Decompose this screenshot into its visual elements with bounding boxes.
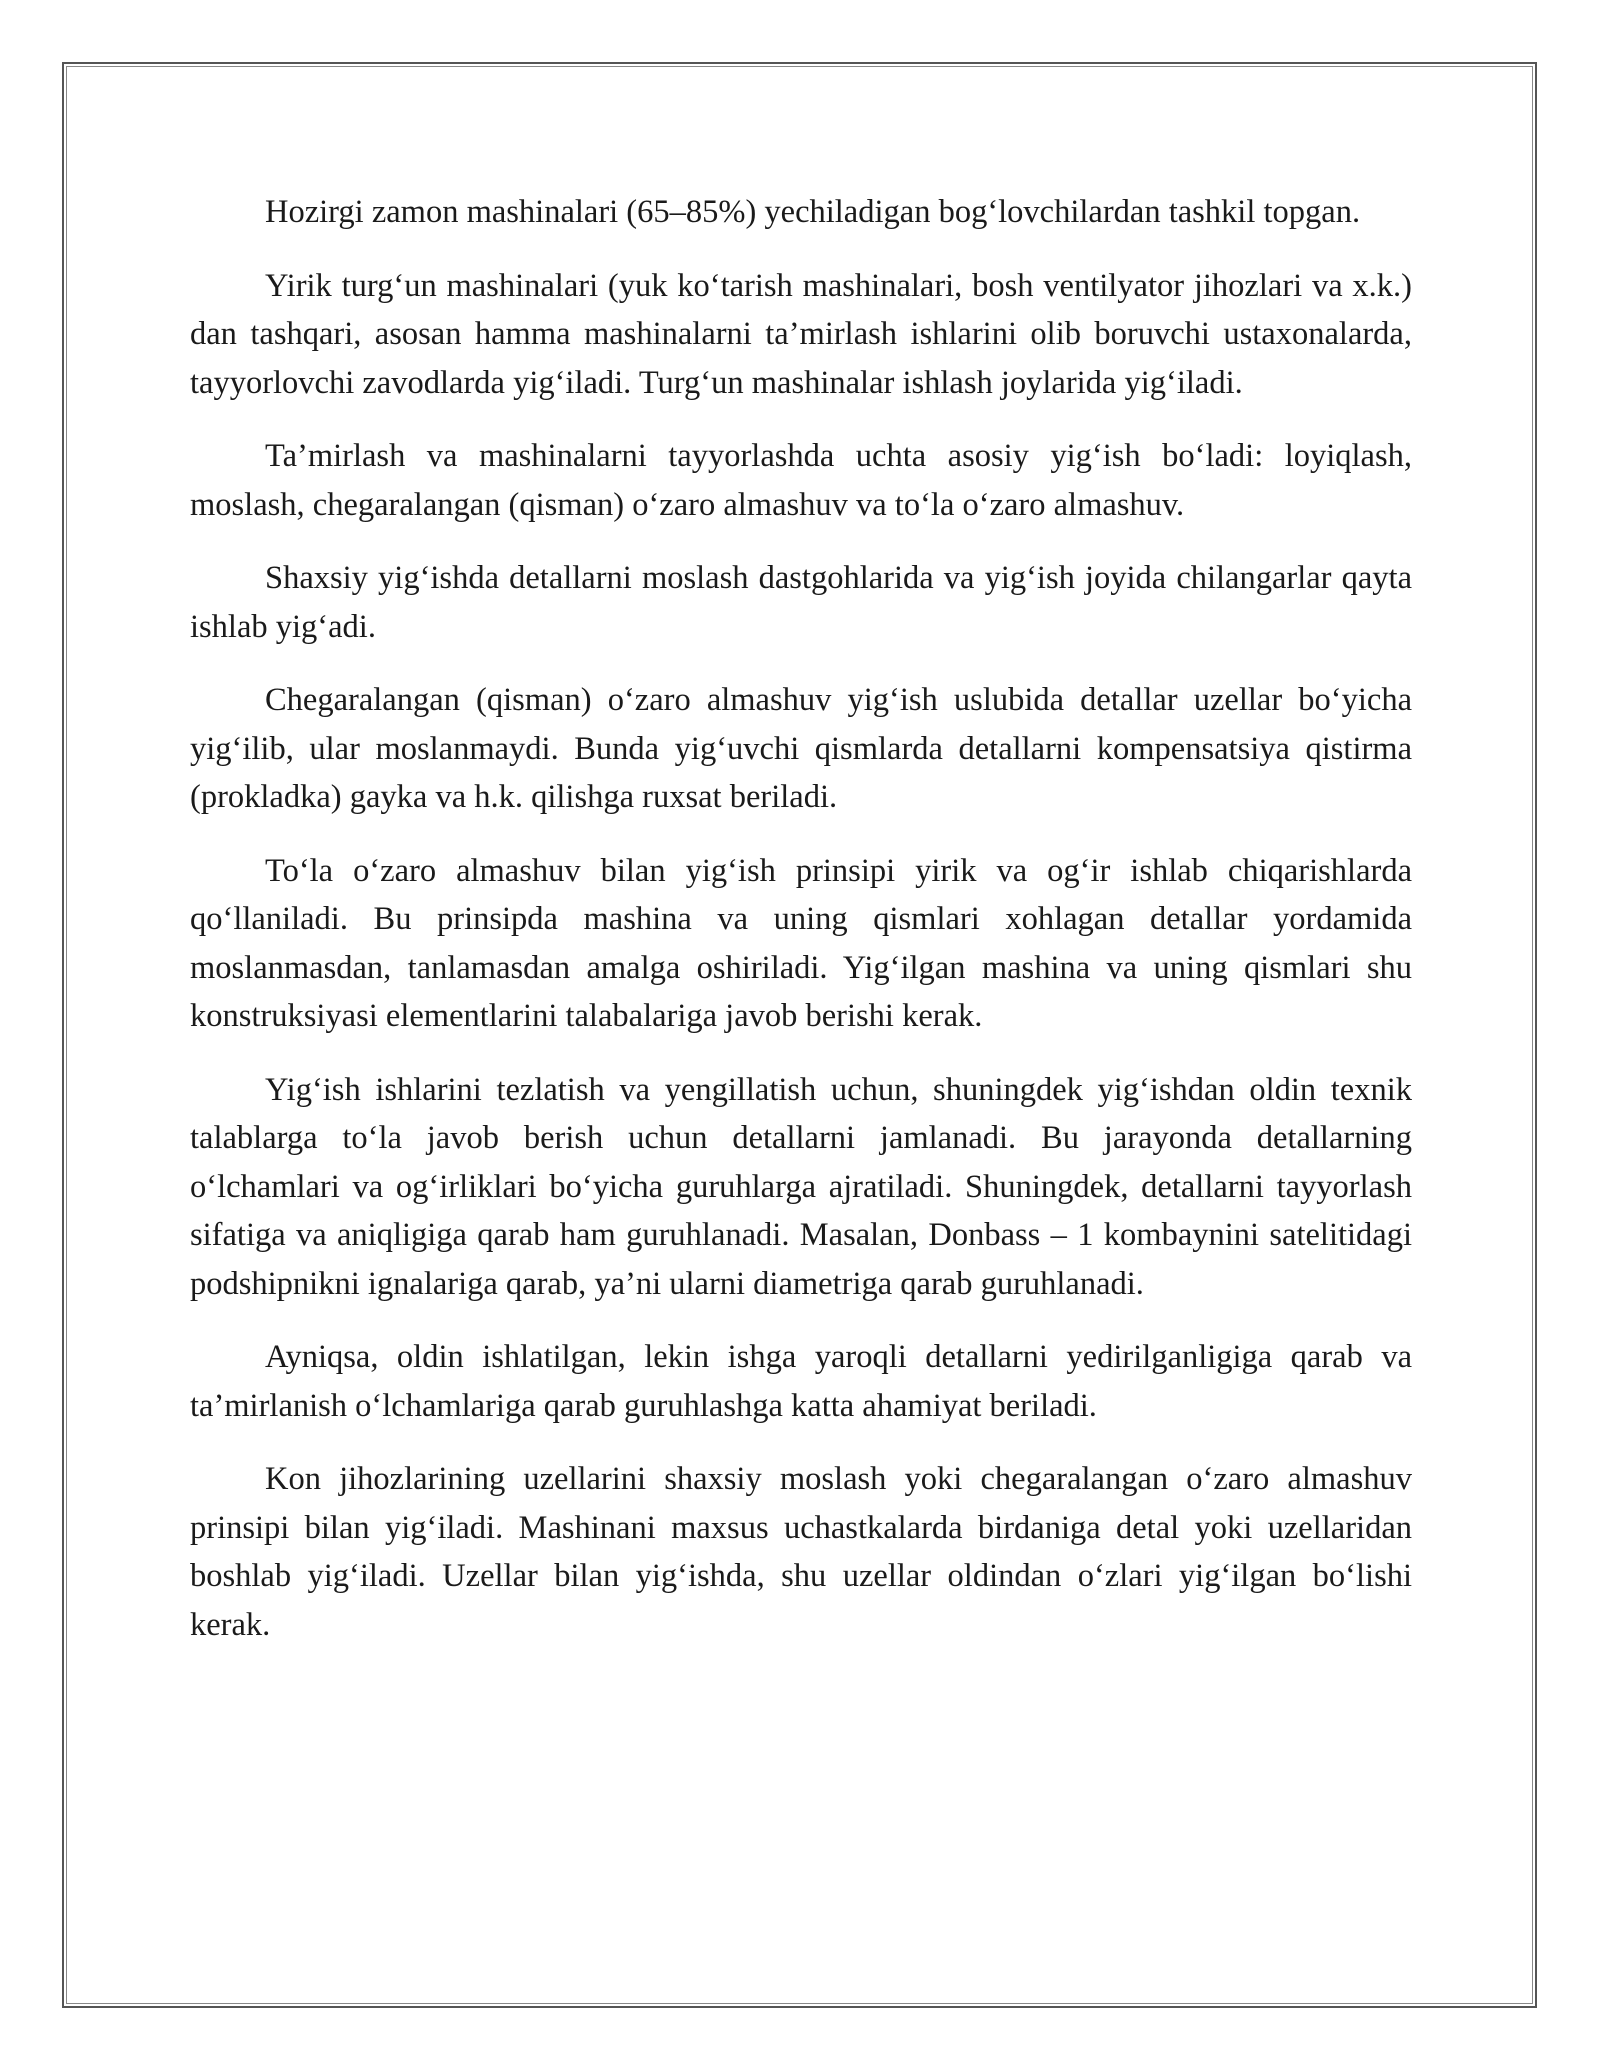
paragraph-8: Ayniqsa, oldin ishlatilgan, lekin ishga yaroqli detallarni yedirilganligiga qarab va ta’mirlanish o‘lchamlariga qarab guruhlashga katta ahamiyat beriladi. — [190, 1339, 1412, 1424]
paragraph-7: Yig‘ish ishlarini tezlatish va yengillatish uchun, shuningdek yig‘ishdan oldin texnik talablarga to‘la javob berish uchun detallarni jamlanadi. Bu jarayonda detallarning o‘lchamlari va og‘irliklari bo‘yicha guruhlarga ajratiladi. Shuningdek, detallarni tayyorlash sifatiga va aniqligiga qarab ham guruhlanadi. Masalan, Donbass – 1 kombaynini satelitidagi podshipnikni ignalariga qarab, ya’ni ularni diametriga qarab guruhlanadi. — [190, 1071, 1412, 1302]
document-body — [190, 188, 1412, 1674]
paragraph-5: Chegaralangan (qisman) o‘zaro almashuv yig‘ish uslubida detallar uzellar bo‘yicha yig‘ilib, ular moslanmaydi. Bunda yig‘uvchi qismlarda detallarni kompensatsiya qistirma (prokladka) gayka va h.k. qilishga ruxsat beriladi. — [190, 682, 1412, 815]
paragraph-1: Hozirgi zamon mashinalari (65–85%) yechiladigan bog‘lovchilardan tashkil topgan. — [265, 194, 1361, 230]
paragraph-4: Shaxsiy yig‘ishda detallarni moslash dastgohlarida va yig‘ish joyida chilangarlar qayta ishlab yig‘adi. — [190, 560, 1412, 645]
paragraph-3: Ta’mirlash va mashinalarni tayyorlashda uchta asosiy yig‘ish bo‘ladi: loyiqlash, moslash, chegaralangan (qisman) o‘zaro almashuv va to‘la o‘zaro almashuv. — [190, 438, 1412, 523]
paragraph-2: Yirik turg‘un mashinalari (yuk ko‘tarish mashinalari, bosh ventilyator jihozlari va x.k.) dan tashqari, asosan hamma mashinalarni ta’mirlash ishlarini olib boruvchi ustaxonalarda, tayyorlovchi zavodlarda yig‘iladi. Turg‘un mashinalar ishlash joylarida yig‘iladi. — [190, 267, 1412, 401]
paragraph-9: Kon jihozlarining uzellarini shaxsiy moslash yoki chegaralangan o‘zaro almashuv prinsipi bilan yig‘iladi. Mashinani maxsus uchastkalarda birdaniga detal yoki uzellaridan boshlab yig‘iladi. Uzellar bilan yig‘ishda, shu uzellar oldindan o‘zlari yig‘ilgan bo‘lishi kerak. — [190, 1461, 1412, 1643]
paragraph-6: To‘la o‘zaro almashuv bilan yig‘ish prinsipi yirik va og‘ir ishlab chiqarishlarda qo‘llaniladi. Bu prinsipda mashina va uning qismlari xohlagan detallar yordamida moslanmasdan, tanlamasdan amalga oshiriladi. Yig‘ilgan mashina va uning qismlari shu konstruksiyasi elementlarini talabalariga javob berishi kerak. — [190, 852, 1412, 1034]
